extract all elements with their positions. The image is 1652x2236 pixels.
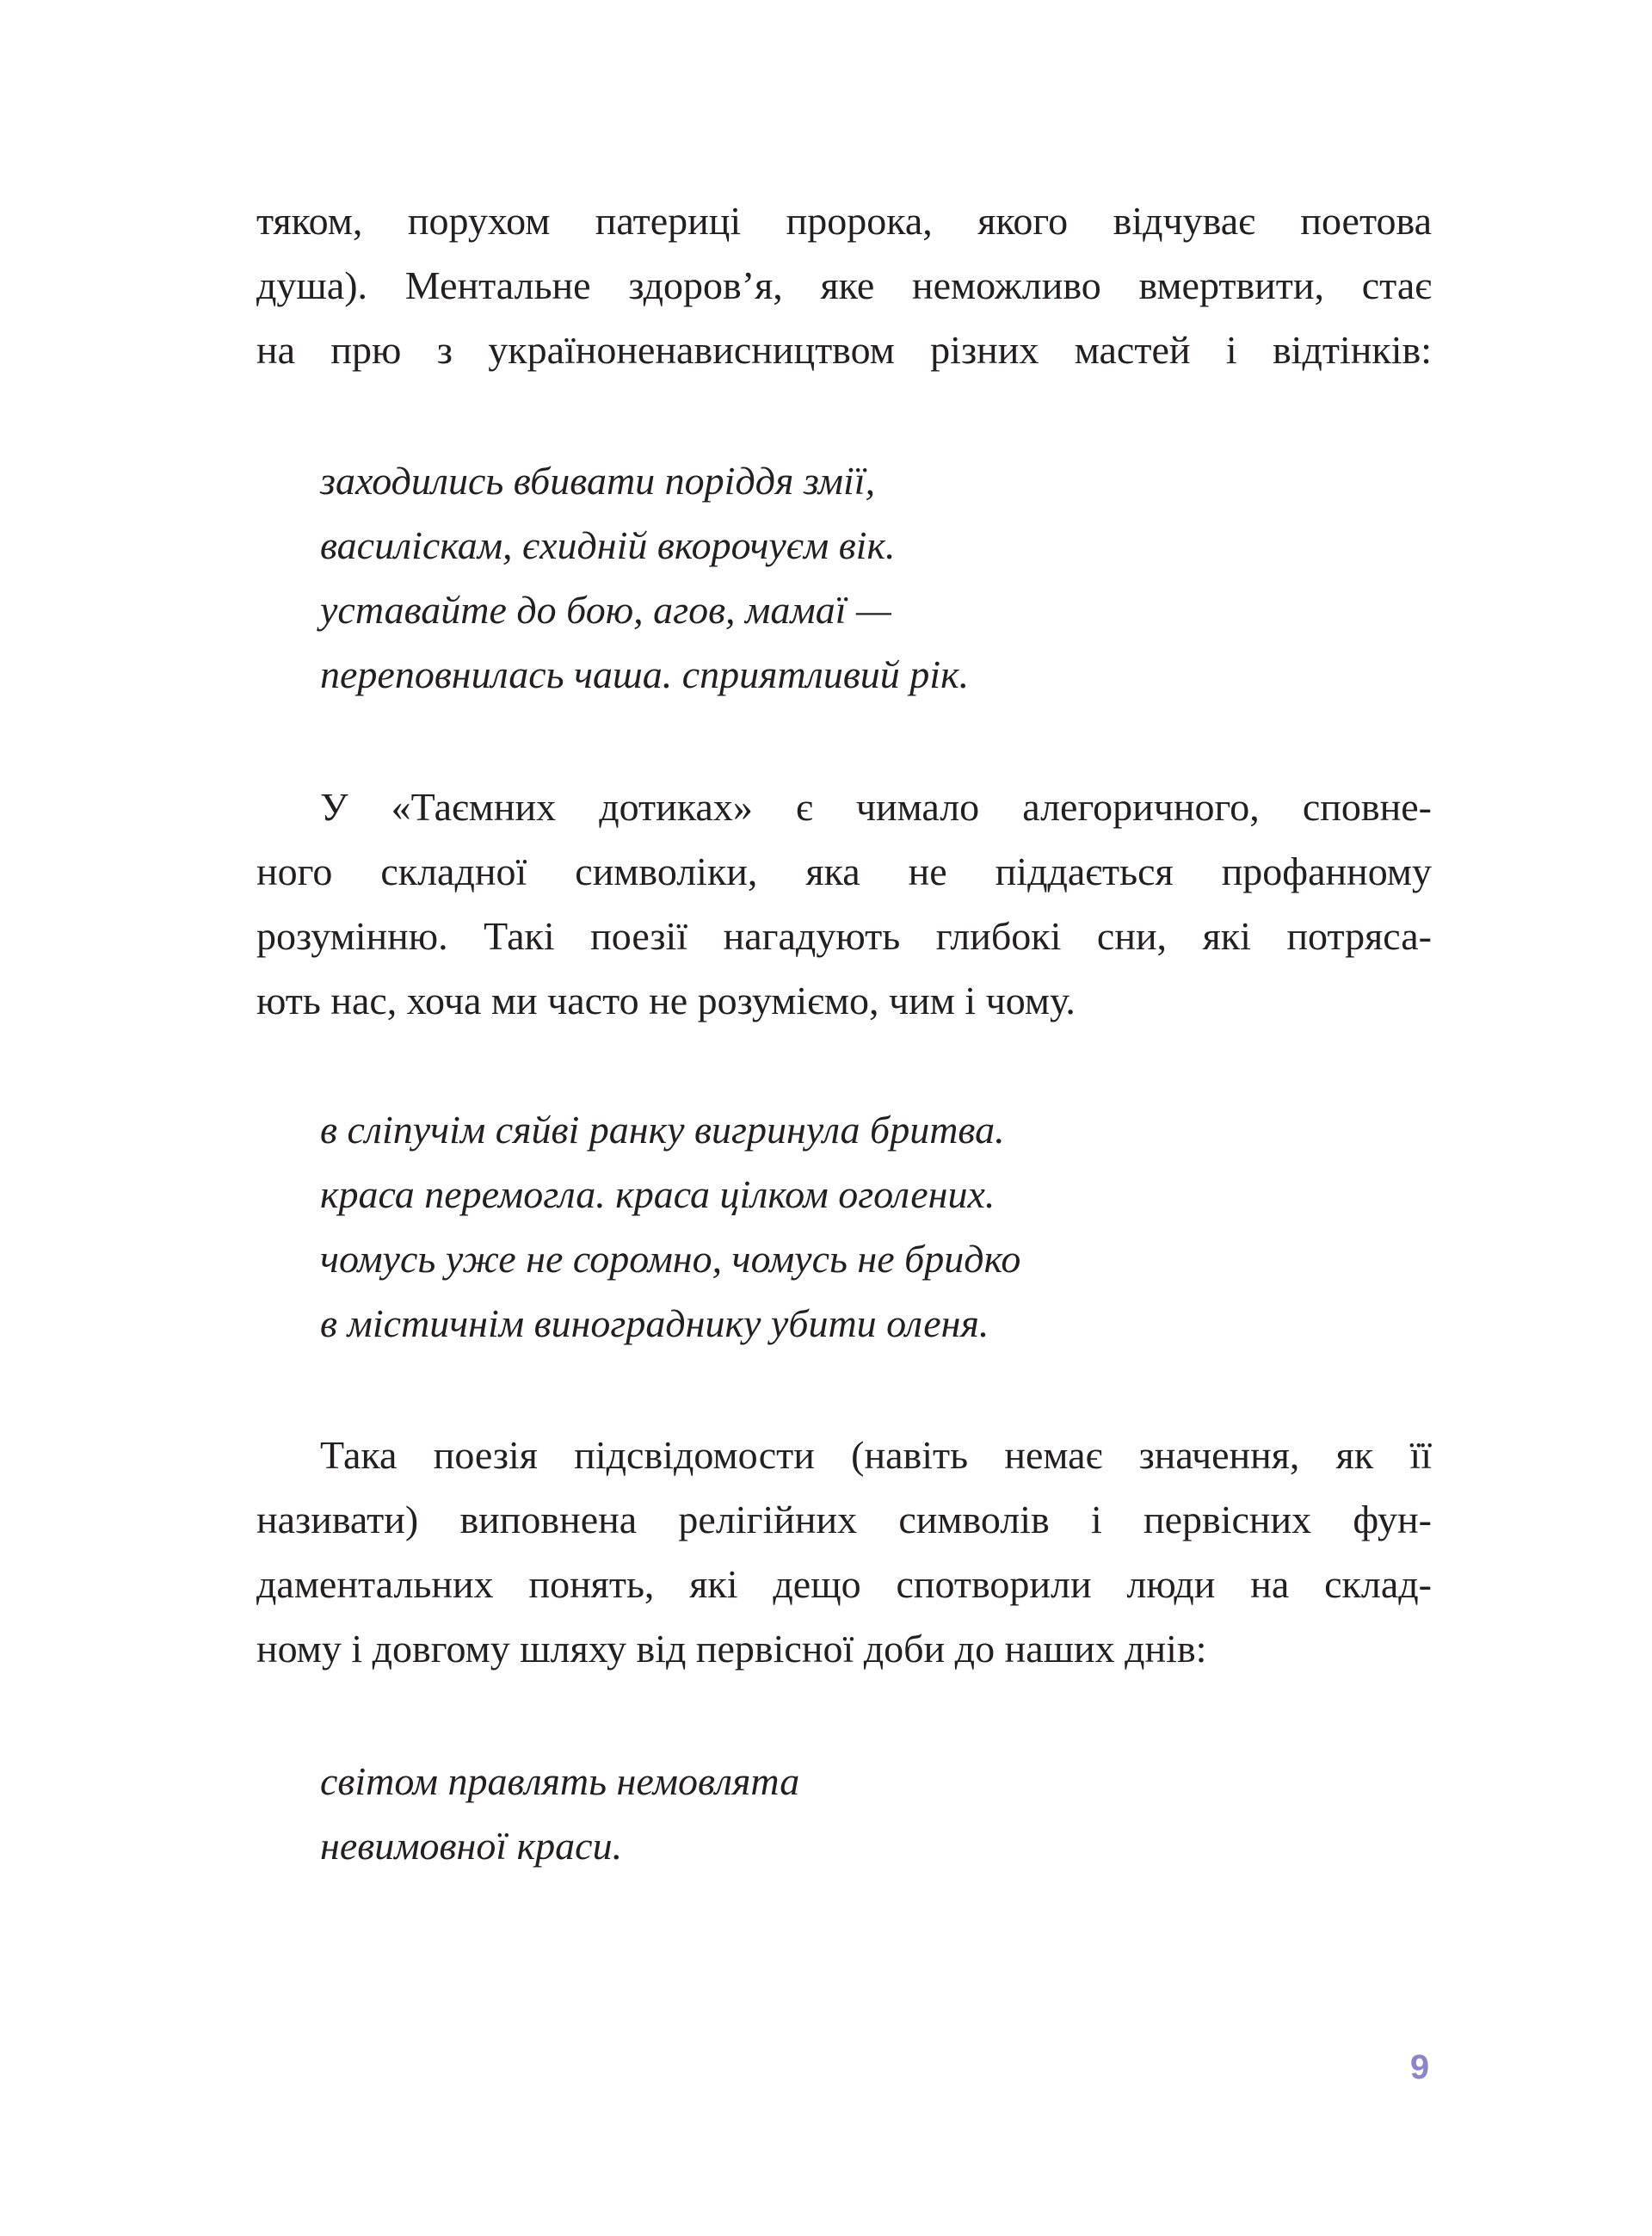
paragraph-2 xyxy=(256,775,1432,1033)
verse-line: світом правлять немовлята xyxy=(320,1759,800,1803)
text-line: Така поезія підсвідомости (навіть немає значення, як її xyxy=(320,1433,1432,1477)
poem-excerpt-2 xyxy=(320,1097,1353,1356)
verse-line: уставайте до бою, агов, мамаї — xyxy=(320,588,891,632)
text-line: ного складної символіки, яка не піддається профанному xyxy=(256,849,1432,893)
text-line: даментальних понять, які дещо спотворили люди на склад- xyxy=(256,1562,1432,1606)
verse-line: в сліпучім сяйві ранку вигринула бритва. xyxy=(320,1108,1005,1152)
poem-excerpt-1 xyxy=(320,448,1353,707)
text-line: ному і довгому шляху від первісної доби до наших днів: xyxy=(256,1627,1207,1671)
paragraph-3 xyxy=(256,1423,1432,1681)
poem-excerpt-3 xyxy=(320,1749,1353,1878)
text-line: У «Таємних дотиках» є чимало алегоричного, сповне- xyxy=(320,785,1432,829)
paragraph-1 xyxy=(256,188,1432,382)
verse-line: краса перемогла. краса цілком оголених. xyxy=(320,1172,996,1216)
text-line: на прю з україноненависництвом різних мастей і відтінків: xyxy=(256,328,1432,372)
verse-line: заходились вбивати поріддя змії, xyxy=(320,459,876,503)
verse-line: в містичнім винограднику убити оленя. xyxy=(320,1301,989,1345)
text-line: називати) виповнена релігійних символів і первісних фун- xyxy=(256,1498,1432,1541)
verse-line: василіскам, єхидній вкорочуєм вік. xyxy=(320,523,896,567)
text-line: душа). Ментальне здоров’я, яке неможливо вмертвити, стає xyxy=(256,263,1432,307)
text-line: розумінню. Такі поезії нагадують глибокі сни, які потряса- xyxy=(256,914,1432,958)
verse-line: невимовної краси. xyxy=(320,1824,623,1868)
text-line: ють нас, хоча ми часто не розуміємо, чим і чому. xyxy=(256,979,1076,1022)
verse-line: переповнилась чаша. сприятливий рік. xyxy=(320,652,970,696)
page-number: 9 xyxy=(1409,2048,1430,2086)
text-line: тяком, порухом патериці пророка, якого відчуває поетова xyxy=(256,199,1432,243)
verse-line: чомусь уже не соромно, чомусь не бридко xyxy=(320,1237,1021,1281)
